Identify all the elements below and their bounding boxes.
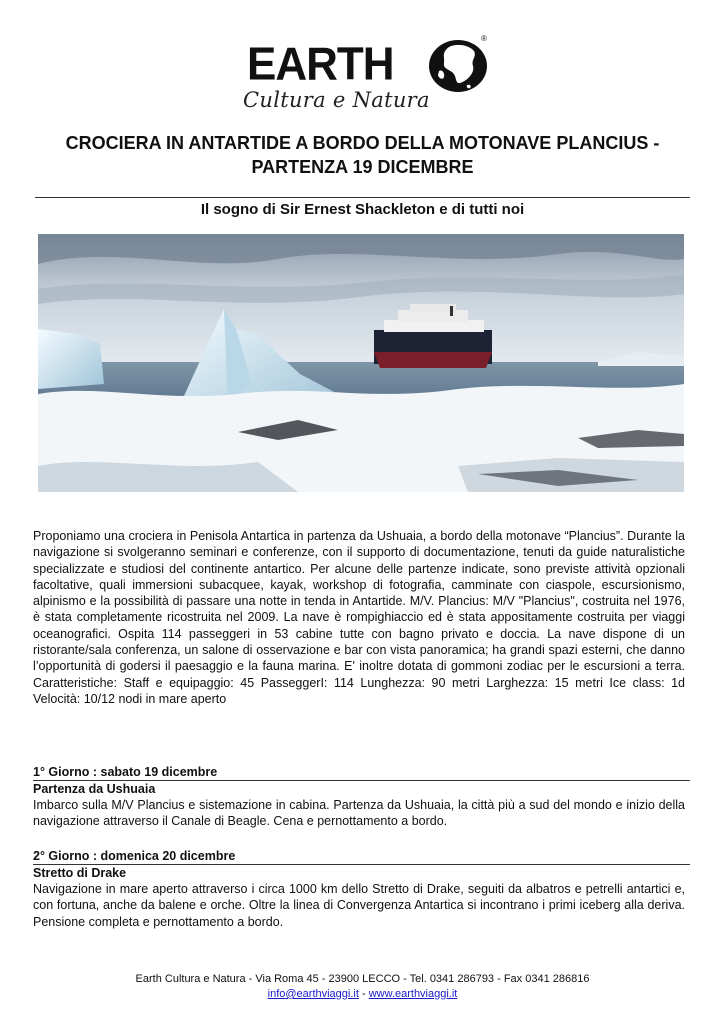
day-2-text: Navigazione in mare aperto attraverso i circa 1000 km dello Stretto di Drake, seguiti da albatros e petrelli antartici e, con fortuna, anche da balene e orche. Oltre la linea di Convergenza Antartica si incontrano i primi iceberg alla deriva. Pensione completa e pernottamento a bordo.	[33, 882, 685, 929]
website-link[interactable]: www.earthviaggi.it	[368, 988, 458, 1000]
footer-address: Earth Cultura e Natura - Via Roma 45 - 23900 LECCO - Tel. 0341 286793 - Fax 0341 286816	[135, 973, 590, 985]
day-1-place: Partenza da Ushuaia	[33, 782, 156, 796]
intro-paragraph: Proponiamo una crociera in Penisola Antartica in partenza da Ushuaia, a bordo della motonave “Plancius”. Durante la navigazione si svolgeranno seminari e conferenze, con il supporto di documentazione, tenuti da guide naturalistiche specializzate e studiosi del continente antartico. Per alcune delle partenze indicate, sono previste attività opzionali facoltative, quali immersioni subacquee, kayak, workshop di fotografia, camminate con ciaspole, escursionismo, alpinismo e la possibilità di passare una notte in tenda in Antartide. M/V. Plancius: M/V "Plancius", costruita nel 1976, è stata completamente ricostruita nel 2009. La nave è rompighiaccio ed è stata appositamente costruita per viaggi oceanografici. Ospita 114 passeggeri in 53 cabine tutte con bagno privato e doccia. La nave dispone di un ristorante/sala conferenza, un salone di osservazione e bar con vista panoramica; ha grandi spazi esterni, che danno l’opportunità di godersi il paesaggio e la fauna marina. E' inoltre dotata di gommoni zodiac per le escursioni a terra. Caratteristiche: Staff e equipaggio: 45 PasseggerI: 114 Lunghezza: 90 metri Larghezza: 15 metri Ice class: 1d Velocità: 10/12 nodi in mare aperto	[33, 529, 685, 706]
logo-wordmark: EARTH	[247, 38, 394, 91]
day-2-place: Stretto di Drake	[33, 866, 127, 880]
email-link[interactable]: info@earthviaggi.it	[267, 988, 359, 1000]
footer-separator: -	[358, 988, 369, 1000]
day-2-heading: 2° Giorno : domenica 20 dicembre	[33, 849, 690, 865]
page-subtitle: Il sogno di Sir Ernest Shackleton e di tutti noi	[200, 201, 525, 218]
footer	[0, 972, 725, 1002]
earth-logo	[245, 36, 495, 116]
logo-tagline: Cultura e Natura	[243, 88, 430, 112]
registered-mark: ®	[481, 34, 487, 43]
title-divider	[35, 197, 690, 198]
globe-icon	[427, 39, 489, 93]
day-1-text: Imbarco sulla M/V Plancius e sistemazione in cabina. Partenza da Ushuaia, la città più a sud del mondo e inizio della navigazione attraverso il Canale di Beagle. Cena e pernottamento a bordo.	[33, 798, 685, 829]
page-title: CROCIERA IN ANTARTIDE A BORDO DELLA MOTONAVE PLANCIUS - PARTENZA 19 DICEMBRE	[65, 133, 660, 177]
day-1-heading: 1° Giorno : sabato 19 dicembre	[33, 765, 690, 781]
footer-contacts	[0, 987, 725, 1002]
antarctica-ship-photo	[38, 234, 684, 492]
